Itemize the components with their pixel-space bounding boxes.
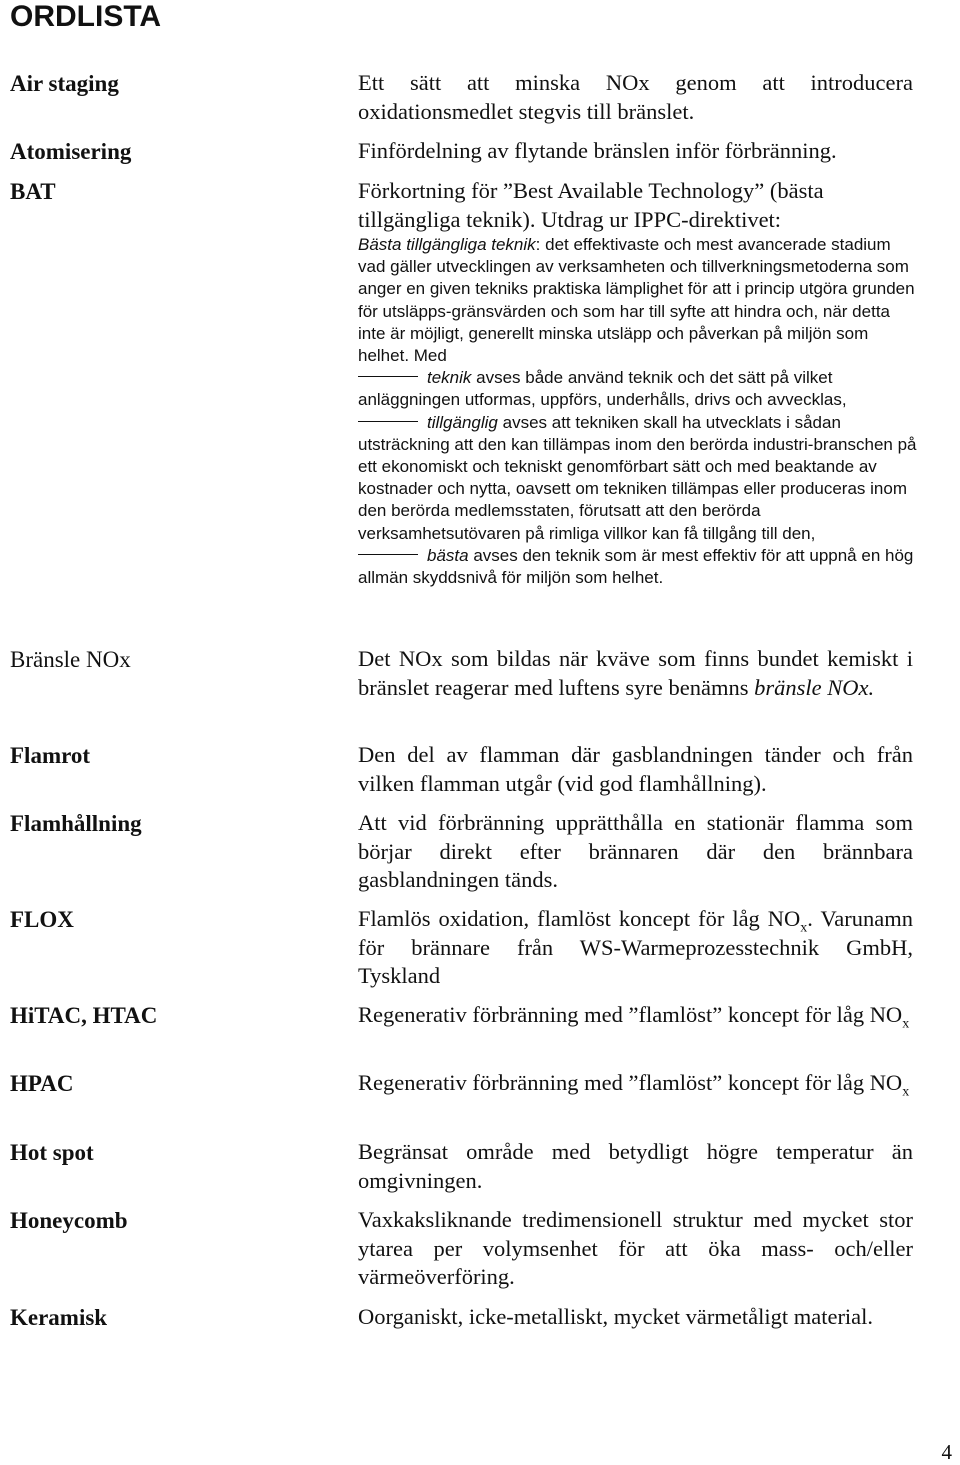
- definition-air-staging: Ett sätt att minska NOx genom att introducera oxidationsmedlet stegvis till bränslet.: [358, 70, 913, 124]
- term-air-staging: Air staging: [10, 71, 119, 96]
- ippc-item-text: avses den teknik som är mest effektiv för att uppnå en hög allmän skyddsnivå för miljön som helhet.: [358, 545, 914, 588]
- ippc-item-text: avses både använd teknik och det sätt på vilket anläggningen utformas, uppförs, underhålls, drivs och avvecklas,: [358, 368, 847, 410]
- term-atomisering: Atomisering: [10, 139, 132, 164]
- subscript: x: [902, 1084, 910, 1100]
- ippc-intro-term: Bästa tillgängliga teknik: [358, 235, 536, 254]
- ippc-item-term: tillgänglig: [427, 412, 498, 432]
- definition-bat-line2: tillgängliga teknik).: [358, 206, 536, 232]
- term-flamhallning: Flamhållning: [10, 811, 142, 836]
- ippc-intro-text: : det effektivaste och mest avancerade stadium vad gäller utvecklingen av verksamheten och tillverkningsmetoderna som anger en given tekniks praktiska lämplighet för att i princip utgöra grunden för utsläpps-gränsvärden och som har till syfte att hindra och, när detta inte är möjligt, generellt minska utsläpp och påverkan på miljön som helhet. Med: [358, 235, 915, 366]
- definition-honeycomb: Vaxkaksliknande tredimensionell struktur med mycket stor ytarea per volymsenhet för att öka mass- och/eller värmeöverföring.: [358, 1207, 913, 1289]
- definition-keramisk: Oorganiskt, icke-metalliskt, mycket värmetåligt material.: [358, 1304, 874, 1329]
- definition-hpac: [358, 1069, 913, 1098]
- definition-bat-line3: Utdrag ur IPPC-direktivet:: [541, 206, 782, 232]
- definition-bransle-nox: [358, 645, 913, 702]
- term-hot-spot: Hot spot: [10, 1140, 94, 1165]
- ippc-item-term: teknik: [427, 368, 472, 388]
- term-honeycomb: Honeycomb: [10, 1208, 128, 1233]
- page-number: 4: [941, 1440, 952, 1464]
- definition-text: Regenerativ förbränning med ”flamlöst” koncept för låg NO: [358, 1002, 903, 1027]
- definition-emphasis: bränsle NOx.: [754, 674, 875, 700]
- definition-atomisering: Finfördelning av flytande bränslen inför förbränning.: [358, 138, 837, 163]
- em-dash: [358, 376, 418, 377]
- definition-hot-spot: Begränsat område med betydligt högre temperatur än omgivningen.: [358, 1139, 913, 1193]
- definition-text: Regenerativ förbränning med ”flamlöst” koncept för låg NO: [358, 1070, 903, 1095]
- term-bransle-nox: Bränsle NOx: [10, 647, 131, 672]
- ippc-item-basta: [358, 545, 918, 589]
- subscript: x: [902, 1016, 910, 1032]
- term-hpac: HPAC: [10, 1071, 74, 1096]
- em-dash: [358, 554, 418, 555]
- term-hitac: HiTAC, HTAC: [10, 1003, 158, 1028]
- definition-flox: [358, 905, 913, 991]
- ippc-item-teknik: [358, 367, 918, 411]
- definition-bat: [358, 177, 913, 234]
- term-flox: FLOX: [10, 907, 74, 932]
- term-bat: BAT: [10, 179, 56, 204]
- definition-hitac: [358, 1001, 913, 1030]
- definition-flamhallning: Att vid förbränning upprätthålla en stationär flamma som börjar direkt efter brännaren där den brännbara gasblandningen tänds.: [358, 810, 913, 892]
- page-title: ORDLISTA: [10, 0, 162, 33]
- term-flamrot: Flamrot: [10, 743, 91, 768]
- subscript: x: [800, 920, 808, 936]
- definition-bat-line1: Förkortning för ”Best Available Technology” (bästa: [358, 178, 824, 203]
- ippc-quote: [358, 234, 918, 589]
- definition-text: Flamlös oxidation, flamlöst koncept för låg NO: [358, 906, 801, 931]
- term-keramisk: Keramisk: [10, 1305, 108, 1330]
- ippc-intro: [358, 234, 918, 367]
- ippc-item-text: avses att tekniken skall ha utvecklats i sådan utsträckning att den kan tillämpas inom den berörda industri-branschen på ett ekonomiskt och tekniskt genomförbart sätt och med beaktande av kostnader och nytta, oavsett om tekniken tillämpas eller produceras inom den berörda medlemsstaten, förutsatt att den berörda verksamhetsutövaren på rimliga villkor kan få tillgång till den,: [358, 412, 917, 543]
- definition-text: Det NOx som bildas när kväve som finns bundet kemiskt i bränslet reagerar med luftens syre benämns: [358, 646, 913, 700]
- ippc-item-term: bästa: [427, 545, 469, 565]
- definition-text: . Varunamn för brännare från WS-Warmeprozesstechnik GmbH, Tyskland: [358, 906, 913, 988]
- em-dash: [358, 421, 418, 422]
- definition-flamrot: Den del av flamman där gasblandningen tänder och från vilken flamman utgår (vid god flamhållning).: [358, 742, 913, 796]
- ippc-item-tillganglig: [358, 412, 918, 545]
